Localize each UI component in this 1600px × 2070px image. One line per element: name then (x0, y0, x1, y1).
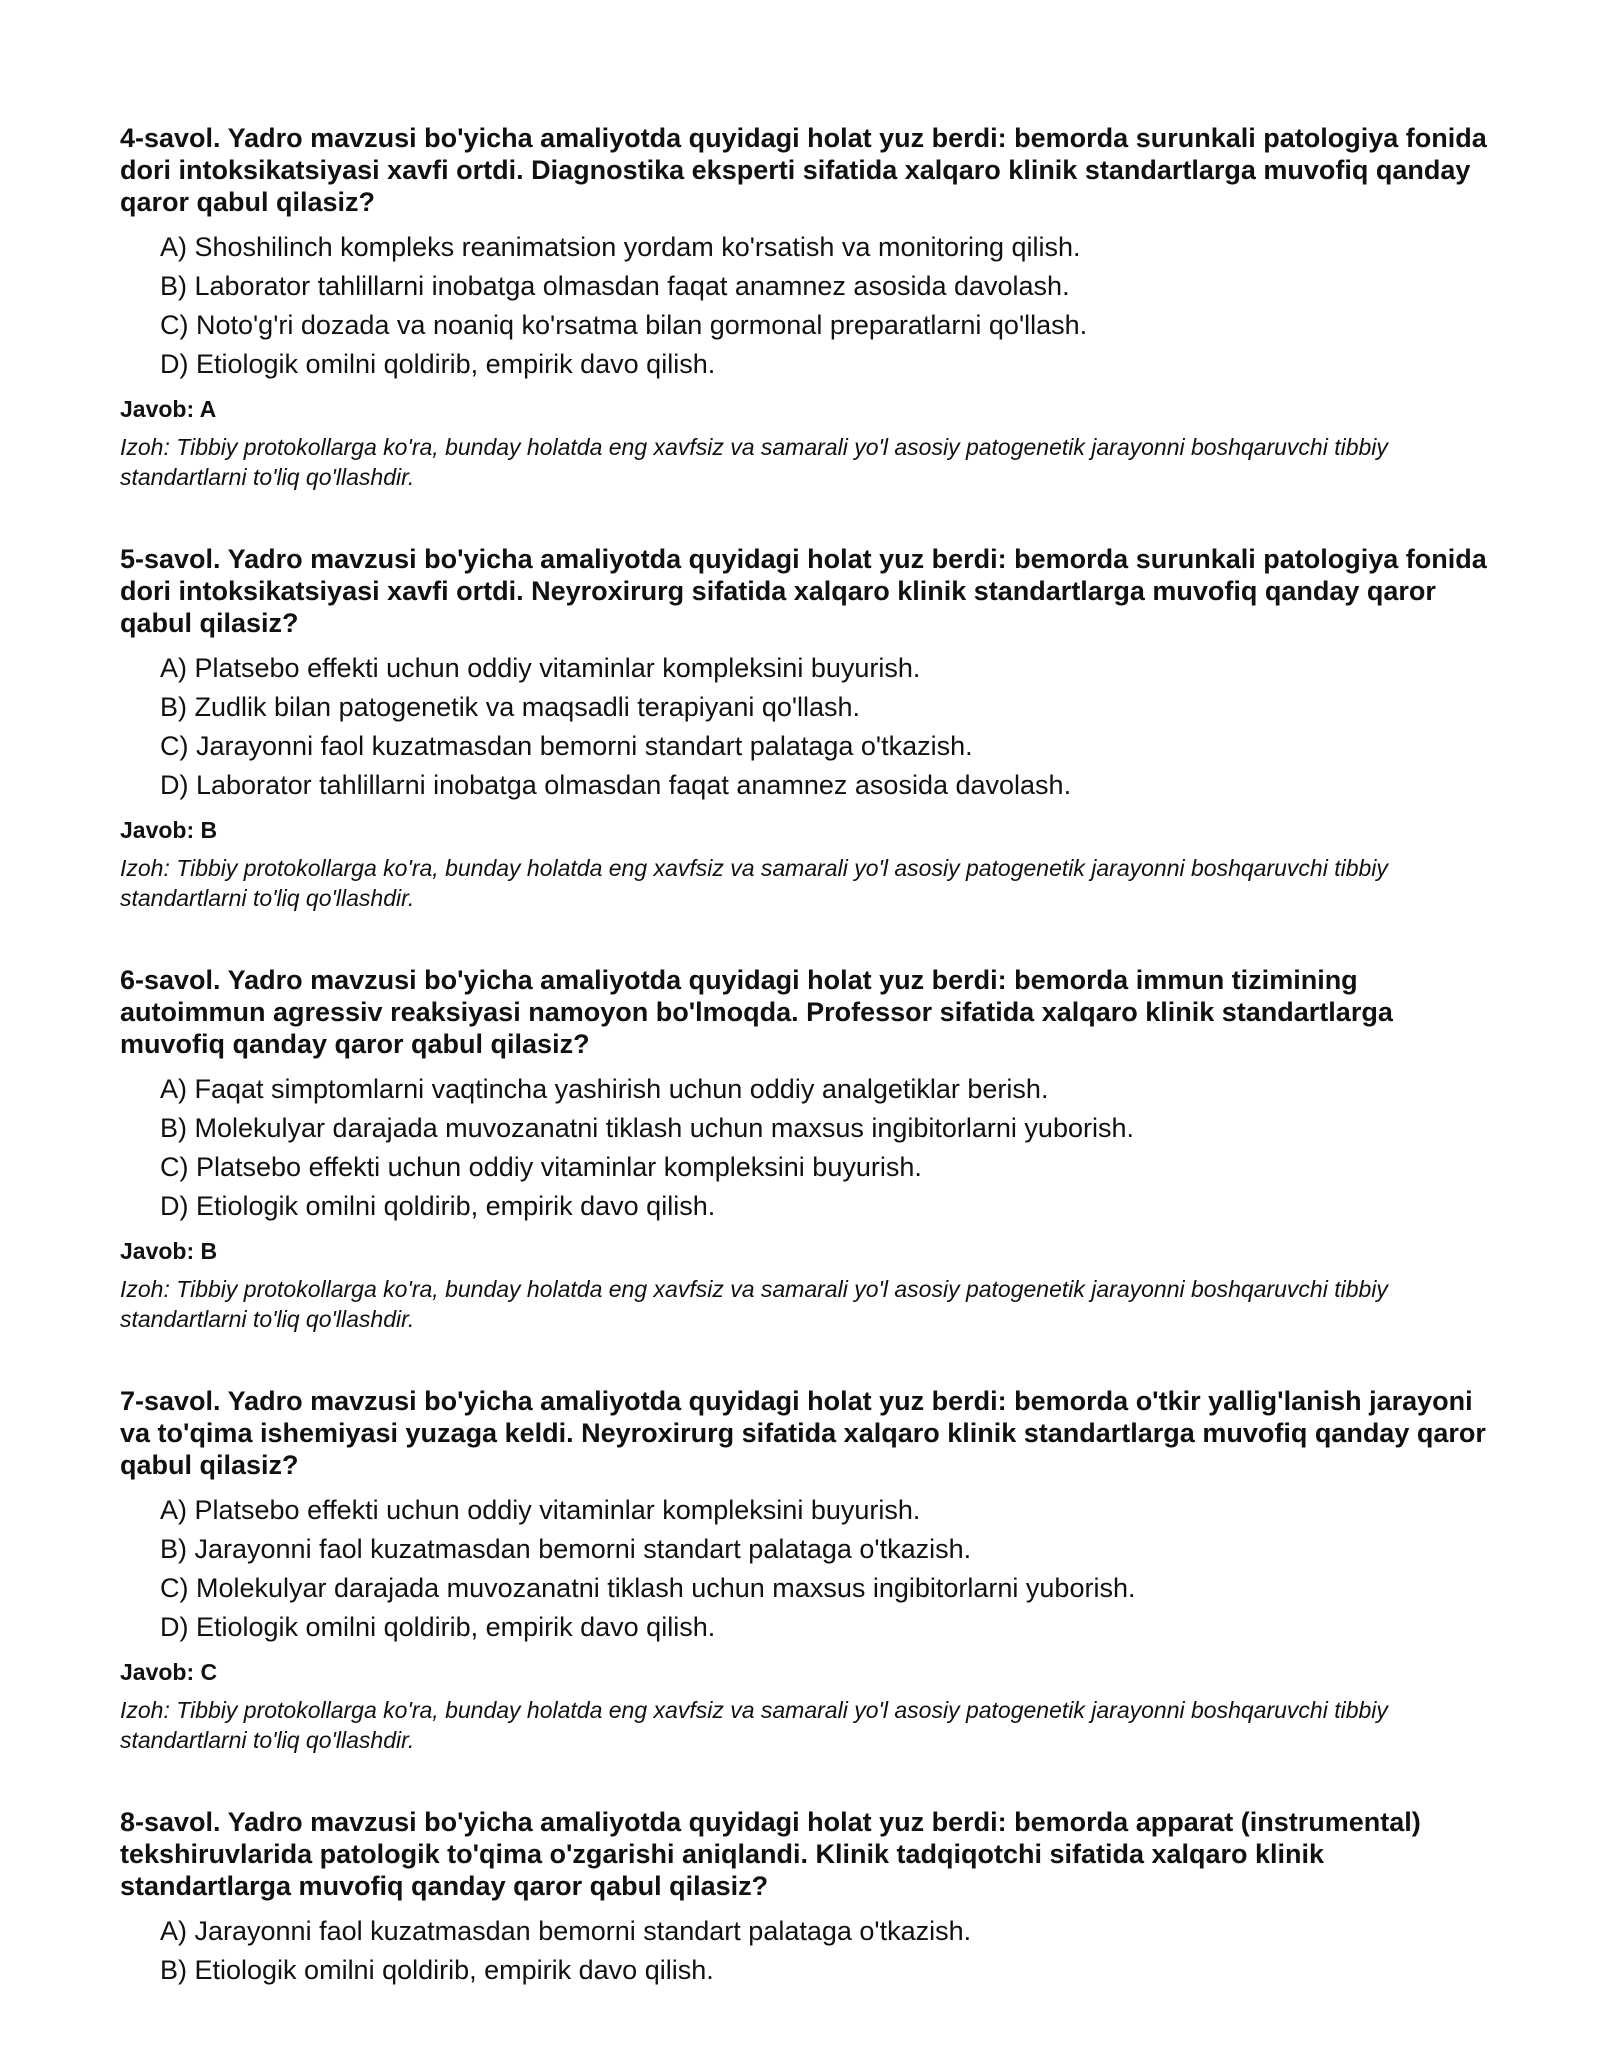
answer-label: Javob: B (120, 1238, 218, 1264)
explanation-text: Izoh: Tibbiy protokollarga ko'ra, bunday holatda eng xavfsiz va samarali yo'l asosiy patogenetik jarayonni boshqaruvchi tibbiy standartlarni to'liq qo'llashdir. (120, 855, 1388, 911)
option-c: C) Platsebo effekti uchun oddiy vitaminlar kompleksini buyurish. (160, 1152, 922, 1182)
option-b: B) Laborator tahlillarni inobatga olmasdan faqat anamnez asosida davolash. (160, 271, 1070, 301)
options-list (120, 649, 1500, 805)
question-block (120, 543, 1500, 913)
question-block (120, 122, 1500, 492)
option-b: B) Molekulyar darajada muvozanatni tiklash uchun maxsus ingibitorlarni yuborish. (160, 1113, 1134, 1143)
option-c: C) Jarayonni faol kuzatmasdan bemorni standart palataga o'tkazish. (160, 731, 973, 761)
question-block (120, 964, 1500, 1334)
explanation-text: Izoh: Tibbiy protokollarga ko'ra, bunday holatda eng xavfsiz va samarali yo'l asosiy patogenetik jarayonni boshqaruvchi tibbiy standartlarni to'liq qo'llashdir. (120, 434, 1388, 490)
explanation-text: Izoh: Tibbiy protokollarga ko'ra, bunday holatda eng xavfsiz va samarali yo'l asosiy patogenetik jarayonni boshqaruvchi tibbiy standartlarni to'liq qo'llashdir. (120, 1276, 1388, 1332)
option-b: B) Jarayonni faol kuzatmasdan bemorni standart palataga o'tkazish. (160, 1534, 972, 1564)
question-title: 8-savol. Yadro mavzusi bo'yicha amaliyotda quyidagi holat yuz berdi: bemorda apparat (instrumental) tekshiruvlarida patologik to'qima o'zgarishi aniqlandi. Klinik tadqiqotchi sifatida xalqaro klinik standartlarga muvofiq qanday qaror qabul qilasiz? (120, 1807, 1421, 1901)
question-title: 7-savol. Yadro mavzusi bo'yicha amaliyotda quyidagi holat yuz berdi: bemorda o'tkir yallig'lanish jarayoni va to'qima ishemiyasi yuzaga keldi. Neyroxirurg sifatida xalqaro klinik standartlarga muvofiq qanday qaror qabul qilasiz? (120, 1386, 1486, 1480)
question-title: 4-savol. Yadro mavzusi bo'yicha amaliyotda quyidagi holat yuz berdi: bemorda surunkali patologiya fonida dori intoksikatsiyasi xavfi ortdi. Diagnostika eksperti sifatida xalqaro klinik standartlarga muvofiq qanday qaror qabul qilasiz? (120, 123, 1487, 217)
options-list (120, 1070, 1500, 1226)
options-list (120, 1912, 1500, 1990)
options-list (120, 1491, 1500, 1647)
option-a: A) Platsebo effekti uchun oddiy vitaminlar kompleksini buyurish. (160, 653, 921, 683)
explanation-text: Izoh: Tibbiy protokollarga ko'ra, bunday holatda eng xavfsiz va samarali yo'l asosiy patogenetik jarayonni boshqaruvchi tibbiy standartlarni to'liq qo'llashdir. (120, 1697, 1388, 1753)
question-title: 5-savol. Yadro mavzusi bo'yicha amaliyotda quyidagi holat yuz berdi: bemorda surunkali patologiya fonida dori intoksikatsiyasi xavfi ortdi. Neyroxirurg sifatida xalqaro klinik standartlarga muvofiq qanday qaror qabul qilasiz? (120, 544, 1487, 638)
question-title: 6-savol. Yadro mavzusi bo'yicha amaliyotda quyidagi holat yuz berdi: bemorda immun tizimining autoimmun agressiv reaksiyasi namoyon bo'lmoqda. Professor sifatida xalqaro klinik standartlarga muvofiq qanday qaror qabul qilasiz? (120, 965, 1393, 1059)
option-a: A) Jarayonni faol kuzatmasdan bemorni standart palataga o'tkazish. (160, 1916, 972, 1946)
answer-label: Javob: C (120, 1659, 218, 1685)
option-a: A) Shoshilinch kompleks reanimatsion yordam ko'rsatish va monitoring qilish. (160, 232, 1081, 262)
option-d: D) Laborator tahlillarni inobatga olmasdan faqat anamnez asosida davolash. (160, 770, 1072, 800)
option-c: C) Noto'g'ri dozada va noaniq ko'rsatma bilan gormonal preparatlarni qo'llash. (160, 310, 1088, 340)
answer-label: Javob: B (120, 817, 218, 843)
option-d: D) Etiologik omilni qoldirib, empirik davo qilish. (160, 1612, 716, 1642)
document-page (120, 122, 1500, 2041)
option-d: D) Etiologik omilni qoldirib, empirik davo qilish. (160, 1191, 716, 1221)
question-block (120, 1806, 1500, 1990)
option-a: A) Platsebo effekti uchun oddiy vitaminlar kompleksini buyurish. (160, 1495, 921, 1525)
option-a: A) Faqat simptomlarni vaqtincha yashirish uchun oddiy analgetiklar berish. (160, 1074, 1049, 1104)
option-d: D) Etiologik omilni qoldirib, empirik davo qilish. (160, 349, 716, 379)
option-b: B) Zudlik bilan patogenetik va maqsadli terapiyani qo'llash. (160, 692, 861, 722)
option-b: B) Etiologik omilni qoldirib, empirik davo qilish. (160, 1955, 714, 1985)
question-block (120, 1385, 1500, 1755)
option-c: C) Molekulyar darajada muvozanatni tiklash uchun maxsus ingibitorlarni yuborish. (160, 1573, 1136, 1603)
answer-label: Javob: A (120, 396, 217, 422)
options-list (120, 228, 1500, 384)
